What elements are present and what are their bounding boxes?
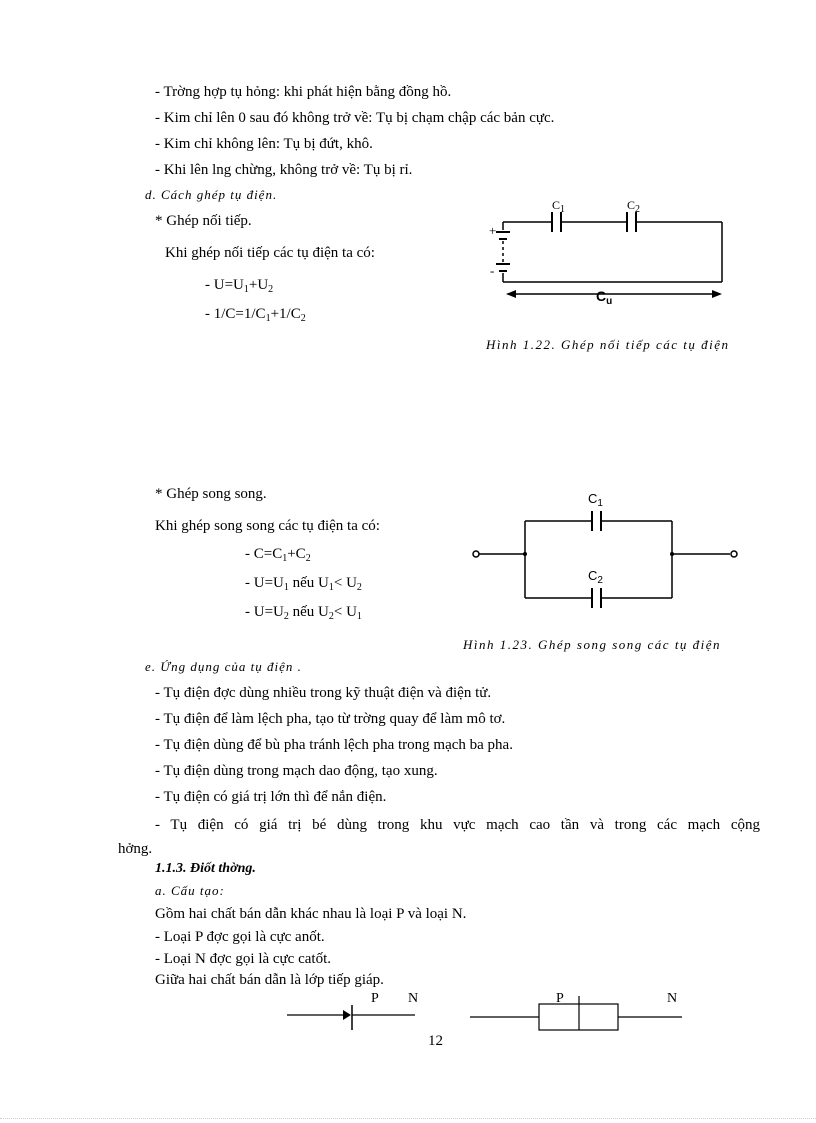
series-figure-caption: Hình 1.22. Ghép nối tiếp các tụ điện [486,337,730,352]
series-c2-label: $C_2$ [627,198,641,215]
parallel-c1-label: $C_1$ [588,491,603,509]
section-heading-113: 1.1.3. Điốt thờng. [155,861,256,876]
parallel-c2-label: $C_2$ [588,568,603,586]
app-line-4: - Tụ điện dùng trong mạch dao động, tạo xung. [155,763,438,779]
app-line-6: - Tụ điện có giá trị bé dùng trong khu vực mạch cao tần và trong các mạch cộng [155,817,760,833]
text-line-3: - Kim chỉ không lên: Tụ bị đứt, khô. [155,136,373,152]
series-formula-1: - $U=U_1+U_2$ [205,277,274,295]
parallel-figure-caption: Hình 1.23. Ghép song song các tụ điện [463,637,722,652]
battery-plus-label: + [489,223,497,238]
series-intro: Khi ghép nối tiếp các tụ điện ta có: [165,245,375,261]
parallel-formula-3: - $U=U_2$ nếu $U_2< U_1$ [245,604,362,622]
app-line-5: - Tụ điện có giá trị lớn thì để nắn điện. [155,789,387,805]
diode-symbol-n-label: N [408,991,419,1006]
series-heading: * Ghép nối tiếp. [155,213,252,229]
battery-minus-label: - [490,263,495,278]
parallel-intro: Khi ghép song song các tụ điện ta có: [155,518,380,534]
parallel-formula-2: - $U=U_1$ nếu $U_1< U_2$ [245,575,362,593]
diode-line-4: Giữa hai chất bán dẫn là lớp tiếp giáp. [155,972,384,988]
diode-symbol-p-label: P [371,991,379,1006]
diode-line-2: - Loại P đợc gọi là cực anốt. [155,929,325,945]
app-line-6-cont: hởng. [118,841,153,857]
app-line-2: - Tụ điện để làm lệch pha, tạo từ trờng quay để làm mô tơ. [155,711,506,727]
text-line-2: - Kim chỉ lên 0 sau đó không trở về: Tụ bị chạm chập các bản cực. [155,110,555,126]
section-heading-e: e. Ứng dụng của tụ điện . [145,659,302,674]
series-formula-2: - $1/C=1/C_1+1/C_2$ [205,306,306,324]
page-number: 12 [428,1033,443,1049]
text-line-4: - Khi lên lng chừng, không trở về: Tụ bị rỉ. [155,162,413,178]
section-heading-d: d. Cách ghép tụ điện. [145,187,278,202]
parallel-formula-1: - $C=C_1+C_2$ [245,546,311,564]
text-line-1: - Trờng hợp tụ hỏng: khi phát hiện bằng đồng hồ. [155,84,452,100]
subheading-a: a. Cấu tạo: [155,883,225,898]
parallel-heading: * Ghép song song. [155,486,267,502]
pn-block-n-label: N [667,991,678,1006]
app-line-3: - Tụ điện dùng để bù pha tránh lệch pha trong mạch ba pha. [155,737,513,753]
app-line-1: - Tụ điện đợc dùng nhiều trong kỹ thuật điện và điện tử. [155,685,492,701]
bottom-dotted-border [0,1118,816,1119]
series-cu-label: $C_u$ [596,288,613,307]
diode-line-1: Gồm hai chất bán dẫn khác nhau là loại P và loại N. [155,906,467,922]
diode-line-3: - Loại N đợc gọi là cực catốt. [155,951,331,967]
series-c1-label: $C_1$ [552,198,566,215]
pn-block-p-label: P [556,991,564,1006]
